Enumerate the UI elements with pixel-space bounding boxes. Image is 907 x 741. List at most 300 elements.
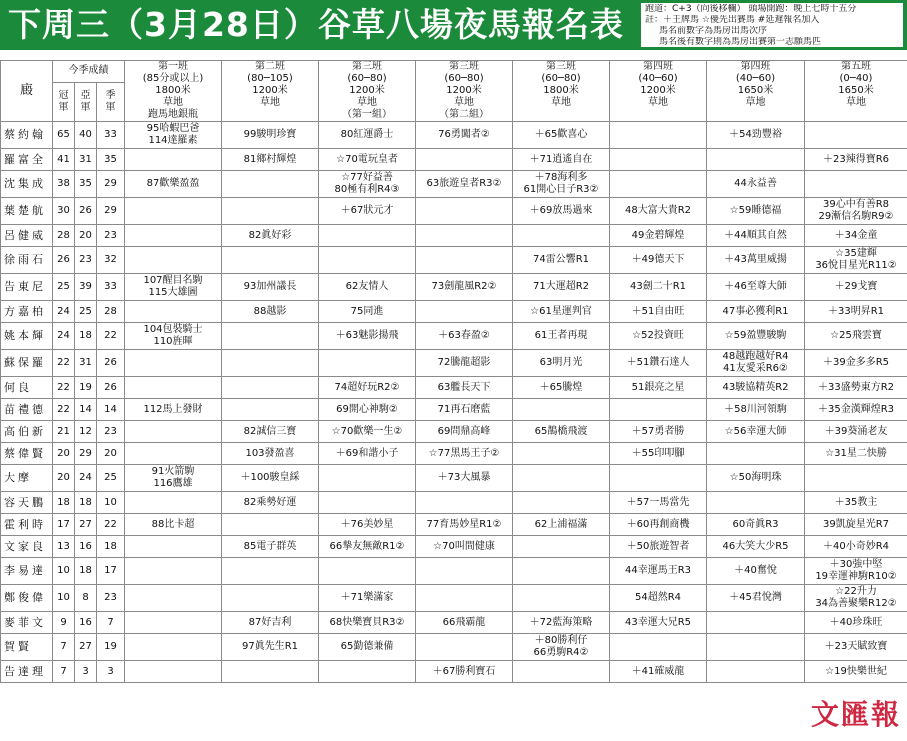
- race-info-line: (80─105): [247, 73, 293, 84]
- horse-entry: 85電子群英: [243, 540, 297, 552]
- race-info-line: (85分或以上): [142, 73, 204, 84]
- entry-cell-race-4: [416, 558, 513, 585]
- trainer-name: 徐雨石: [1, 247, 53, 274]
- horse-entry: 48越跑越好R4: [722, 351, 789, 362]
- horse-entry: ＋57一馬當先: [626, 496, 690, 508]
- entry-cell-race-6: [610, 558, 707, 585]
- entry-cell-race-8: [805, 612, 907, 634]
- horse-entry: ＋60再創商機: [626, 518, 690, 530]
- table-row: [1, 171, 907, 198]
- table-row: [1, 612, 907, 634]
- entry-cell-race-3: [319, 536, 416, 558]
- entry-cell-race-4: [416, 634, 513, 661]
- race-info-line: 草地: [551, 97, 571, 108]
- horse-entry: ＋40奮悅: [734, 565, 777, 576]
- horse-entry: ＋78海利多: [534, 172, 588, 183]
- trainer-name: 何良: [1, 377, 53, 399]
- entry-cell-race-2: [222, 536, 319, 558]
- trainer-name: 大摩: [1, 465, 53, 492]
- horse-entry: ＋51自由旺: [631, 305, 685, 317]
- race-info-line: 1800米: [543, 85, 579, 96]
- entry-cell-race-2: [222, 149, 319, 171]
- entry-cell-race-1: [125, 634, 222, 661]
- entry-cell-race-8: [805, 377, 907, 399]
- table-row: [1, 350, 907, 377]
- seconds-count: 18: [75, 492, 97, 514]
- horse-entry: 51銀亮之星: [631, 381, 685, 393]
- thirds-count: 22: [97, 514, 125, 536]
- horse-entry: 39凱旋星光R7: [822, 518, 890, 530]
- seconds-count: 14: [75, 399, 97, 421]
- entry-cell-race-3: [319, 612, 416, 634]
- horse-entry: 19幸運神駒R10②: [815, 571, 897, 582]
- header-race-6: [610, 61, 707, 122]
- horse-entry: 87歡樂盈盈: [146, 178, 200, 189]
- seconds-count: 39: [75, 274, 97, 301]
- thirds-count: 23: [97, 585, 125, 612]
- entry-cell-race-3: [319, 301, 416, 323]
- entry-cell-race-7: [707, 661, 805, 683]
- horse-entry: 68快樂寶貝R3②: [329, 616, 405, 628]
- horse-entry: ☆19快樂世紀: [825, 665, 887, 677]
- entry-cell-race-1: [125, 323, 222, 350]
- horse-entry: ＋55印叩腳: [631, 447, 685, 459]
- entry-cell-race-3: [319, 661, 416, 683]
- race-info-line: 第二班: [255, 61, 285, 72]
- entry-cell-race-8: [805, 149, 907, 171]
- entry-cell-race-6: [610, 612, 707, 634]
- entry-cell-race-1: [125, 514, 222, 536]
- seconds-count: 25: [75, 301, 97, 323]
- wins-count: 38: [53, 171, 75, 198]
- horse-entry: ＋71逍遙自在: [529, 153, 593, 165]
- table-row: [1, 122, 907, 149]
- wins-count: 41: [53, 149, 75, 171]
- seconds-count: 27: [75, 514, 97, 536]
- horse-entry: 73劍龍風R2②: [431, 281, 497, 292]
- entry-cell-race-2: [222, 421, 319, 443]
- entry-cell-race-3: [319, 225, 416, 247]
- horse-entry: 66飛霸龍: [442, 616, 486, 628]
- horse-entry: ＋51鑽石達人: [626, 357, 690, 368]
- entry-cell-race-2: [222, 634, 319, 661]
- horse-entry: 69開心神駒②: [336, 403, 398, 415]
- entry-cell-race-8: [805, 558, 907, 585]
- race-info-line: 第三班: [546, 61, 576, 72]
- horse-entry: ＋63魅影揚飛: [335, 330, 399, 341]
- entry-cell-race-3: [319, 122, 416, 149]
- entry-cell-race-7: [707, 421, 805, 443]
- table-row: [1, 225, 907, 247]
- table-row: [1, 661, 907, 683]
- entry-cell-race-2: [222, 171, 319, 198]
- entry-cell-race-1: [125, 274, 222, 301]
- entry-cell-race-7: [707, 585, 805, 612]
- horse-entry: 99駿明珍寶: [243, 129, 297, 140]
- entry-cell-race-3: [319, 634, 416, 661]
- header-season-record: 今季成績: [53, 61, 125, 83]
- entry-cell-race-6: [610, 198, 707, 225]
- horse-entry: 80極有利R4③: [334, 184, 400, 195]
- race-info-line: (40─60): [735, 73, 776, 84]
- race-info-line: (60─80): [347, 73, 387, 84]
- entry-cell-race-1: [125, 225, 222, 247]
- table-body: [1, 122, 907, 683]
- horse-entry: 43幸運大兄R5: [624, 616, 692, 628]
- race-info-line: (0─40): [839, 73, 873, 84]
- entry-cell-race-8: [805, 198, 907, 225]
- entry-cell-race-4: [416, 612, 513, 634]
- entry-cell-race-7: [707, 634, 805, 661]
- entry-cell-race-1: [125, 585, 222, 612]
- horse-entry: 75同進: [350, 305, 384, 317]
- entry-cell-race-4: [416, 399, 513, 421]
- wins-count: 9: [53, 612, 75, 634]
- header-wins: [53, 82, 75, 121]
- entry-cell-race-4: [416, 350, 513, 377]
- race-info-line: 草地: [454, 97, 474, 108]
- trainer-name: 麥菲文: [1, 612, 53, 634]
- horse-entry: 63旅遊皇者R3②: [426, 178, 502, 189]
- thirds-count: 32: [97, 247, 125, 274]
- horse-entry: 47事必獲利R1: [722, 305, 789, 317]
- entry-cell-race-7: [707, 350, 805, 377]
- horse-entry: 63艦長天下: [437, 381, 491, 393]
- entry-cell-race-7: [707, 301, 805, 323]
- table-row: [1, 465, 907, 492]
- seconds-count: 29: [75, 443, 97, 465]
- entry-cell-race-8: [805, 585, 907, 612]
- horse-entry: 87好吉利: [248, 616, 292, 628]
- entry-cell-race-6: [610, 661, 707, 683]
- entry-cell-race-1: [125, 171, 222, 198]
- thirds-count: 20: [97, 443, 125, 465]
- table-row: [1, 377, 907, 399]
- entry-cell-race-4: [416, 421, 513, 443]
- header-race-1: [125, 61, 222, 122]
- entry-cell-race-2: [222, 612, 319, 634]
- horse-entry: ☆77黑馬王子②: [428, 447, 500, 459]
- entry-cell-race-4: [416, 492, 513, 514]
- wins-count: 24: [53, 323, 75, 350]
- header-race-4: [416, 61, 513, 122]
- horse-entry: 61王者再現: [534, 330, 588, 341]
- entry-cell-race-3: [319, 585, 416, 612]
- trainer-name: 羅富全: [1, 149, 53, 171]
- horse-entry: ＋29戈寶: [834, 281, 878, 292]
- horse-entry: 60奇眞R3: [732, 518, 779, 530]
- entry-cell-race-3: [319, 399, 416, 421]
- horse-entry: 74超好玩R2②: [334, 381, 400, 393]
- seconds-count: 16: [75, 536, 97, 558]
- entry-cell-race-5: [513, 634, 610, 661]
- wins-count: 21: [53, 421, 75, 443]
- trainer-name: 葉楚航: [1, 198, 53, 225]
- seconds-count: 23: [75, 247, 97, 274]
- entry-cell-race-6: [610, 122, 707, 149]
- wins-count: 25: [53, 274, 75, 301]
- horse-entry: ＋41確威龍: [631, 665, 685, 677]
- horse-entry: ＋65歡喜心: [534, 129, 588, 140]
- trainer-name: 方嘉柏: [1, 301, 53, 323]
- trainer-name: 蔡約翰: [1, 122, 53, 149]
- header-race-7: [707, 61, 805, 122]
- wins-count: 20: [53, 465, 75, 492]
- thirds-count: 29: [97, 198, 125, 225]
- horse-entry: 48大富大貴R2: [624, 205, 692, 216]
- entry-cell-race-1: [125, 536, 222, 558]
- entry-cell-race-7: [707, 122, 805, 149]
- horse-entry: ＋34金童: [834, 229, 878, 241]
- horse-entry: ＋72藍海策略: [529, 616, 593, 628]
- header-race-5: [513, 61, 610, 122]
- entry-cell-race-2: [222, 558, 319, 585]
- entry-cell-race-4: [416, 225, 513, 247]
- wins-count: 18: [53, 492, 75, 514]
- horse-entry: ＋65騰煌: [539, 381, 583, 393]
- entry-cell-race-8: [805, 421, 907, 443]
- trainer-name: 告達理: [1, 661, 53, 683]
- seconds-count: 27: [75, 634, 97, 661]
- table-row: [1, 274, 907, 301]
- entry-cell-race-2: [222, 443, 319, 465]
- trainer-name: 高伯新: [1, 421, 53, 443]
- entry-cell-race-1: [125, 198, 222, 225]
- entry-cell-race-2: [222, 661, 319, 683]
- entry-cell-race-2: [222, 377, 319, 399]
- wins-count: 22: [53, 350, 75, 377]
- race-info-line: （第二組）: [439, 109, 489, 120]
- entry-cell-race-3: [319, 247, 416, 274]
- entry-cell-race-7: [707, 377, 805, 399]
- header-trainer: 廄: [1, 61, 53, 122]
- horse-entry: ＋33明昇R1: [827, 305, 885, 317]
- entry-cell-race-6: [610, 301, 707, 323]
- seconds-count: 31: [75, 149, 97, 171]
- horse-entry: 44永益善: [734, 178, 777, 189]
- horse-entry: 66勇駒R4②: [533, 647, 589, 658]
- horse-entry: 69問鼎高峰: [437, 425, 491, 437]
- horse-entry: ＋23辣得寶R6: [822, 153, 890, 165]
- entry-cell-race-1: [125, 247, 222, 274]
- entry-cell-race-8: [805, 350, 907, 377]
- race-info-line: (60─80): [444, 73, 484, 84]
- entry-cell-race-7: [707, 171, 805, 198]
- entry-cell-race-5: [513, 492, 610, 514]
- thirds-count: 23: [97, 225, 125, 247]
- race-info-line: 跑馬地銀瓶: [148, 109, 198, 120]
- race-info-line: 第四班: [643, 61, 673, 72]
- table-row: [1, 399, 907, 421]
- trainer-name: 告東尼: [1, 274, 53, 301]
- entry-cell-race-1: [125, 558, 222, 585]
- entry-cell-race-2: [222, 122, 319, 149]
- note-line: 註：＋王牌馬 ☆優先出賽馬 #延遲報名加入: [645, 15, 820, 25]
- horse-entry: ☆22升力: [835, 586, 877, 597]
- entry-cell-race-8: [805, 443, 907, 465]
- horse-entry: ＋40珍珠旺: [829, 616, 883, 628]
- horse-entry: 49金碧輝煌: [631, 229, 685, 241]
- horse-entry: ＋100駿皇綵: [240, 472, 300, 483]
- race-info-line: 第三班: [352, 61, 382, 72]
- seconds-count: 24: [75, 465, 97, 492]
- horse-entry: ＋54勁豐裕: [729, 129, 782, 140]
- wins-count: 7: [53, 634, 75, 661]
- trainer-name: 蘇保羅: [1, 350, 53, 377]
- entry-cell-race-5: [513, 350, 610, 377]
- entry-cell-race-8: [805, 465, 907, 492]
- entry-cell-race-5: [513, 171, 610, 198]
- wins-count: 13: [53, 536, 75, 558]
- entry-cell-race-4: [416, 171, 513, 198]
- wins-count: 10: [53, 558, 75, 585]
- trainer-name: 鄭俊偉: [1, 585, 53, 612]
- horse-entry: ☆70電玩皇者: [336, 153, 398, 165]
- horse-entry: 71再石磨藍: [437, 403, 491, 415]
- seconds-count: 35: [75, 171, 97, 198]
- entry-cell-race-5: [513, 377, 610, 399]
- horse-entry: 103發盈喜: [245, 447, 295, 459]
- trainer-name: 賀賢: [1, 634, 53, 661]
- entry-cell-race-4: [416, 274, 513, 301]
- horse-entry: ＋35金漢輝煌R3: [817, 403, 895, 415]
- entry-cell-race-2: [222, 399, 319, 421]
- table-row: [1, 323, 907, 350]
- horse-entry: 82乘勢好運: [243, 496, 297, 508]
- entry-cell-race-6: [610, 585, 707, 612]
- horse-entry: ＋67勝利寶石: [432, 665, 496, 677]
- horse-entry: 72騰龍超影: [437, 357, 491, 368]
- horse-entry: 29漸信名駒R9②: [818, 211, 894, 222]
- entry-cell-race-7: [707, 492, 805, 514]
- entry-cell-race-4: [416, 443, 513, 465]
- race-info-line: 草地: [260, 97, 280, 108]
- table-row: [1, 443, 907, 465]
- entry-cell-race-6: [610, 247, 707, 274]
- entry-cell-race-5: [513, 323, 610, 350]
- entry-cell-race-3: [319, 492, 416, 514]
- thirds-count: 23: [97, 421, 125, 443]
- entry-cell-race-3: [319, 465, 416, 492]
- horse-entry: ＋67狀元才: [340, 205, 394, 216]
- horse-entry: 93加州議長: [243, 281, 297, 292]
- race-info-line: 草地: [163, 97, 183, 108]
- entry-cell-race-8: [805, 171, 907, 198]
- entry-cell-race-8: [805, 536, 907, 558]
- horse-entry: ＋63春盈②: [438, 330, 490, 341]
- entry-cell-race-7: [707, 443, 805, 465]
- entry-cell-race-8: [805, 122, 907, 149]
- race-info-line: 第五班: [841, 61, 871, 72]
- table-row: [1, 514, 907, 536]
- seconds-count: 12: [75, 421, 97, 443]
- wins-count: 26: [53, 247, 75, 274]
- thirds-count: 17: [97, 558, 125, 585]
- horse-entry: ☆59睡德福: [729, 205, 782, 216]
- thirds-count: 29: [97, 171, 125, 198]
- entry-cell-race-2: [222, 247, 319, 274]
- entry-cell-race-5: [513, 514, 610, 536]
- entry-cell-race-3: [319, 350, 416, 377]
- entry-cell-race-8: [805, 492, 907, 514]
- note-line: 跑道：C+3（向後移欄） 頭場開跑：晚上七時十五分: [645, 4, 857, 14]
- horse-entry: ＋45君悅灣: [729, 592, 782, 603]
- entry-cell-race-1: [125, 661, 222, 683]
- trainer-name: 蔡偉賢: [1, 443, 53, 465]
- wins-count: 10: [53, 585, 75, 612]
- entry-cell-race-1: [125, 149, 222, 171]
- entry-cell-race-4: [416, 122, 513, 149]
- horse-entry: ☆50海明珠: [729, 472, 782, 483]
- horse-entry: ☆77好益善: [341, 172, 393, 183]
- entry-cell-race-5: [513, 274, 610, 301]
- horse-entry: 95哈蝦巴爸: [146, 123, 200, 134]
- race-info-line: （第一組）: [342, 109, 392, 120]
- seconds-count: 3: [75, 661, 97, 683]
- horse-entry: ☆25飛雲寶: [830, 330, 882, 341]
- horse-entry: ＋33盛勢東方R2: [817, 381, 895, 393]
- entry-cell-race-7: [707, 558, 805, 585]
- horse-entry: 81鄉村輝煌: [243, 153, 297, 165]
- entry-cell-race-7: [707, 536, 805, 558]
- entry-cell-race-1: [125, 443, 222, 465]
- note-line: 馬名前數字為馬房出馬次序: [659, 26, 768, 36]
- horse-entry: 114達羅素: [148, 135, 198, 146]
- horse-entry: 39心中有善R8: [822, 199, 890, 210]
- header-char: 軍: [58, 101, 69, 113]
- horse-entry: 61開心日子R3②: [523, 184, 599, 195]
- thirds-count: 25: [97, 465, 125, 492]
- horse-entry: 76勇闖者②: [438, 129, 490, 140]
- header-char: 軍: [105, 101, 116, 113]
- horse-entry: ☆52投資旺: [632, 330, 684, 341]
- header-race-3: [319, 61, 416, 122]
- trainer-name: 霍利時: [1, 514, 53, 536]
- entry-cell-race-5: [513, 225, 610, 247]
- horse-entry: ＋35教主: [834, 496, 878, 508]
- table-row: [1, 198, 907, 225]
- entry-cell-race-5: [513, 399, 610, 421]
- entry-cell-race-3: [319, 558, 416, 585]
- entry-cell-race-3: [319, 323, 416, 350]
- entry-cell-race-6: [610, 634, 707, 661]
- thirds-count: 3: [97, 661, 125, 683]
- table-header: [1, 61, 907, 122]
- entry-cell-race-1: [125, 399, 222, 421]
- entry-cell-race-1: [125, 301, 222, 323]
- table-row: [1, 585, 907, 612]
- table-row: [1, 492, 907, 514]
- entry-cell-race-6: [610, 149, 707, 171]
- entry-cell-race-8: [805, 247, 907, 274]
- entry-cell-race-4: [416, 465, 513, 492]
- wins-count: 24: [53, 301, 75, 323]
- horse-entry: ＋50旅遊智者: [626, 540, 690, 552]
- table-row: [1, 634, 907, 661]
- thirds-count: 26: [97, 350, 125, 377]
- horse-entry: ＋57勇者勝: [631, 425, 685, 437]
- table-row: [1, 421, 907, 443]
- seconds-count: 31: [75, 350, 97, 377]
- entry-cell-race-4: [416, 301, 513, 323]
- entry-cell-race-2: [222, 585, 319, 612]
- race-info-line: 1650米: [737, 85, 774, 96]
- entry-cell-race-5: [513, 198, 610, 225]
- seconds-count: 26: [75, 198, 97, 225]
- horse-entry: 107醒目名駒: [143, 275, 203, 286]
- wins-count: 22: [53, 377, 75, 399]
- entry-cell-race-3: [319, 274, 416, 301]
